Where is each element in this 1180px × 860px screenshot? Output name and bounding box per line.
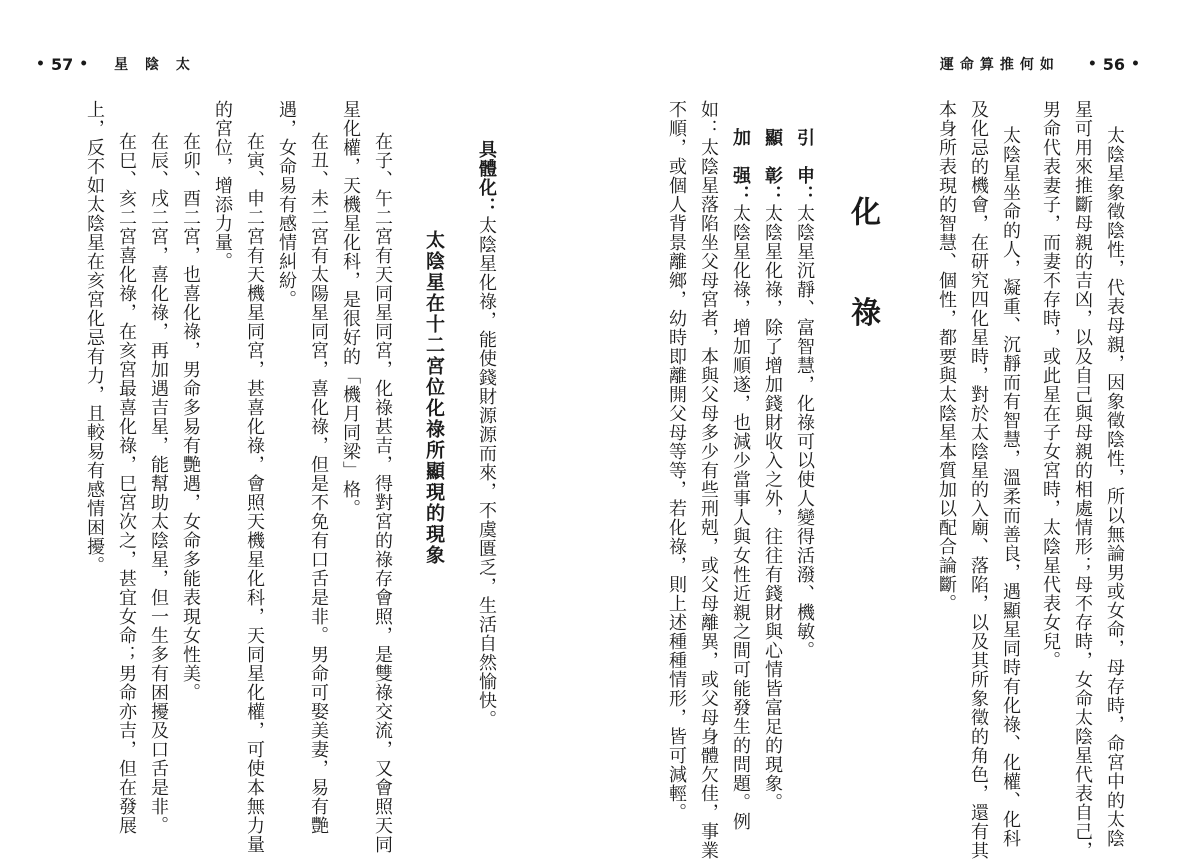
term-text: 太陰星沉靜、富智慧，化祿可以使人變得活潑、機敏。 [794, 204, 815, 660]
term-label: 加 强： [730, 128, 751, 204]
body-line: 星化權，天機星化科，是很好的「機月同梁」格。 [340, 100, 361, 518]
header-dot: • [1087, 56, 1097, 72]
header-dot: • [1131, 56, 1140, 72]
body-line: 本身所表現的智慧、個性，都要與太陰星本質加以配合論斷。 [936, 100, 957, 613]
body-line: 不順，或個人背景離鄉，幼時即離開父母等等，若化祿，則上述種種情形，皆可減輕。 [666, 100, 687, 822]
term-item [758, 128, 786, 812]
concrete-term [472, 140, 500, 729]
body-line: 在丑、未二宮有太陽星同宮，喜化祿，但是不免有口舌是非。男命可娶美妻，易有艷 [308, 132, 329, 835]
page-number: 57 [50, 54, 74, 74]
term-label: 引 申： [794, 128, 815, 204]
term-text: 太陰星化祿，除了增加錢財收入之外，往往有錢財與心情皆富足的現象。 [762, 204, 783, 812]
header-dot: • [36, 56, 45, 72]
body-line: 在寅、申二宮有天機星同宮，甚喜化祿，會照天機星化科，天同星化權，可使本無力量 [244, 132, 265, 854]
body-line: 在卯、酉二宮，也喜化祿，男命多易有艷遇，女命多能表現女性美。 [180, 132, 201, 702]
body-line: 及化忌的機會，在研究四化星時，對於太陰星的入廟、落陷，以及其所象徵的角色，還有其 [968, 100, 989, 860]
body-line: 在子、午二宮有天同星同宮，化祿甚吉，得對宮的祿存會照，是雙祿交流，又會照天同 [372, 132, 393, 854]
body-line: 男命代表妻子，而妻不存時，或此星在子女宮時，太陰星代表女兒。 [1040, 100, 1061, 670]
term-item [726, 128, 754, 831]
section-title: 化 祿 [845, 196, 880, 357]
body-line: 太陰星坐命的人，凝重、沉靜而有智慧，溫柔而善良，遇顯星同時有化祿、化權、化科 [1000, 126, 1021, 848]
term-text: 太陰星化祿，能使錢財源源而來，不虞匱乏，生活自然愉快。 [476, 216, 497, 729]
header-dot: • [79, 56, 89, 72]
body-line: 遇，女命易有感情糾紛。 [276, 100, 297, 309]
term-item [790, 128, 818, 660]
right-page [590, 0, 1180, 860]
left-page [0, 0, 590, 856]
running-title: 星 陰 太 [114, 57, 196, 73]
body-line: 如：太陰星落陷坐父母宮者，本與父母多少有些刑剋，或父母離異，或父母身體欠佳，事業 [698, 100, 719, 860]
section-title: 太陰星在十二宮位化祿所顯現的現象 [423, 230, 445, 566]
term-text: 太陰星化祿，增加順遂，也減少當事人與女性近親之間可能發生的問題。例 [730, 204, 751, 831]
body-line: 在辰、戌二宮，喜化祿，再加遇吉星，能幫助太陰星，但一生多有困擾及口舌是非。 [148, 132, 169, 835]
right-page-header [940, 44, 1146, 84]
page-number: 56 [1102, 54, 1126, 74]
body-line: 的宮位，增添力量。 [212, 100, 233, 271]
running-title: 運命算推何如 [939, 57, 1060, 73]
left-page-header [30, 44, 196, 84]
term-label: 顯 彰： [762, 128, 783, 204]
body-line: 星可用來推斷母親的吉凶，以及自己與母親的相處情形；母不存時，女命太陰星代表自己， [1072, 100, 1093, 860]
body-line: 上，反不如太陰星在亥宮化忌有力，且較易有感情困擾。 [84, 100, 105, 575]
term-label: 具體化： [476, 140, 497, 216]
body-line: 太陰星象徵陰性，代表母親，因象徵陰性，所以無論男或女命，母存時，命宮中的太陰 [1104, 126, 1125, 848]
body-line: 在巳、亥二宮喜化祿，在亥宮最喜化祿，巳宮次之，甚宜女命；男命亦吉，但在發展 [116, 132, 137, 835]
